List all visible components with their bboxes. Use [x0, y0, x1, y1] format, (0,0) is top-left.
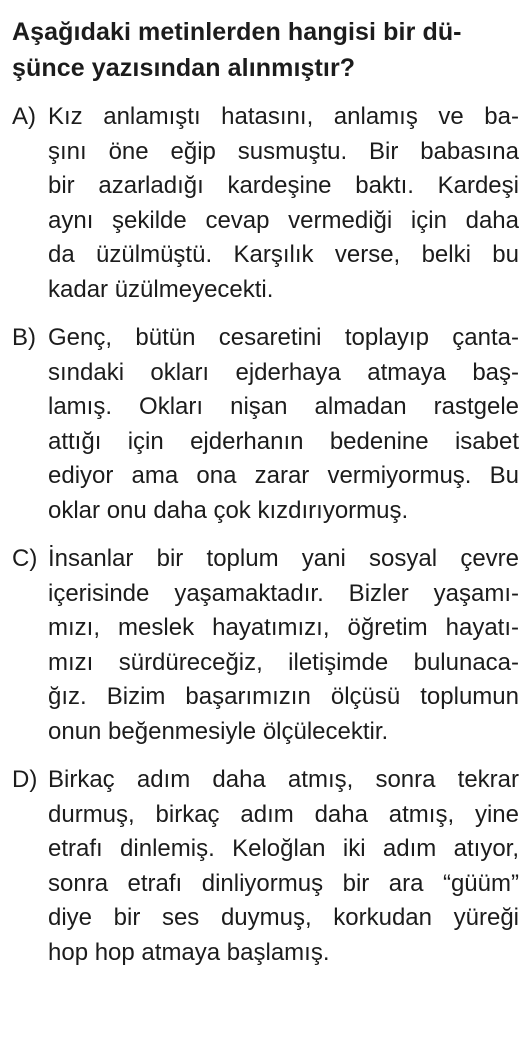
option-letter: B): [12, 324, 36, 351]
option-line: da üzülmüştü. Karşılık verse, belki bu: [48, 241, 519, 268]
option-line: Kız anlamıştı hatasını, anlamış ve ba-: [48, 103, 519, 130]
option-line: İnsanlar bir toplum yani sosyal çevre: [48, 545, 519, 572]
answer-options: [12, 100, 519, 970]
option-line: ğız. Bizim başarımızın ölçüsü toplumun: [48, 683, 519, 710]
option-d[interactable]: [12, 763, 519, 970]
question-line: şünce yazısından alınmıştır?: [12, 54, 356, 82]
question-line: Aşağıdaki metinlerden hangisi bir dü-: [12, 18, 462, 46]
option-line: sındaki okları ejderhaya atmaya baş-: [48, 358, 519, 386]
option-line: Genç, bütün cesaretini toplayıp çanta-: [48, 324, 519, 351]
option-letter: D): [12, 766, 38, 793]
option-line: diye bir ses duymuş, korkudan yüreği: [48, 904, 519, 931]
option-line: hop hop atmaya başlamış.: [48, 938, 330, 966]
option-line: mızı sürdüreceğiz, iletişimde bulunaca-: [48, 648, 519, 676]
option-b[interactable]: [12, 321, 519, 528]
option-line: aynı şekilde cevap vermediği için daha: [48, 206, 519, 234]
option-text: [48, 763, 519, 970]
option-line: sonra etrafı dinliyormuş bir ara “güüm”: [48, 869, 519, 897]
question-stem: [12, 14, 519, 86]
option-line: şını öne eğip susmuştu. Bir babasına: [48, 137, 519, 165]
option-line: onun beğenmesiyle ölçülecektir.: [48, 717, 389, 745]
option-line: etrafı dinlemiş. Keloğlan iki adım atıyor,: [48, 835, 519, 862]
option-line: bir azarladığı kardeşine baktı. Kardeşi: [48, 172, 519, 199]
option-text: [48, 542, 519, 749]
option-line: durmuş, birkaç adım daha atmış, yine: [48, 800, 519, 828]
option-a[interactable]: [12, 100, 519, 307]
option-text: [48, 321, 519, 528]
option-letter: C): [12, 545, 38, 572]
option-line: oklar onu daha çok kızdırıyormuş.: [48, 496, 409, 524]
option-line: kadar üzülmeyecekti.: [48, 275, 274, 303]
option-letter: A): [12, 103, 36, 130]
option-line: içerisinde yaşamaktadır. Bizler yaşamı-: [48, 579, 519, 607]
option-text: [48, 100, 519, 307]
option-line: attığı için ejderhanın bedenine isabet: [48, 427, 519, 455]
option-line: Birkaç adım daha atmış, sonra tekrar: [48, 766, 519, 793]
option-line: lamış. Okları nişan almadan rastgele: [48, 393, 519, 420]
option-line: ediyor ama ona zarar vermiyormuş. Bu: [48, 462, 519, 489]
option-c[interactable]: [12, 542, 519, 749]
option-line: mızı, meslek hayatımızı, öğretim hayatı-: [48, 614, 519, 641]
